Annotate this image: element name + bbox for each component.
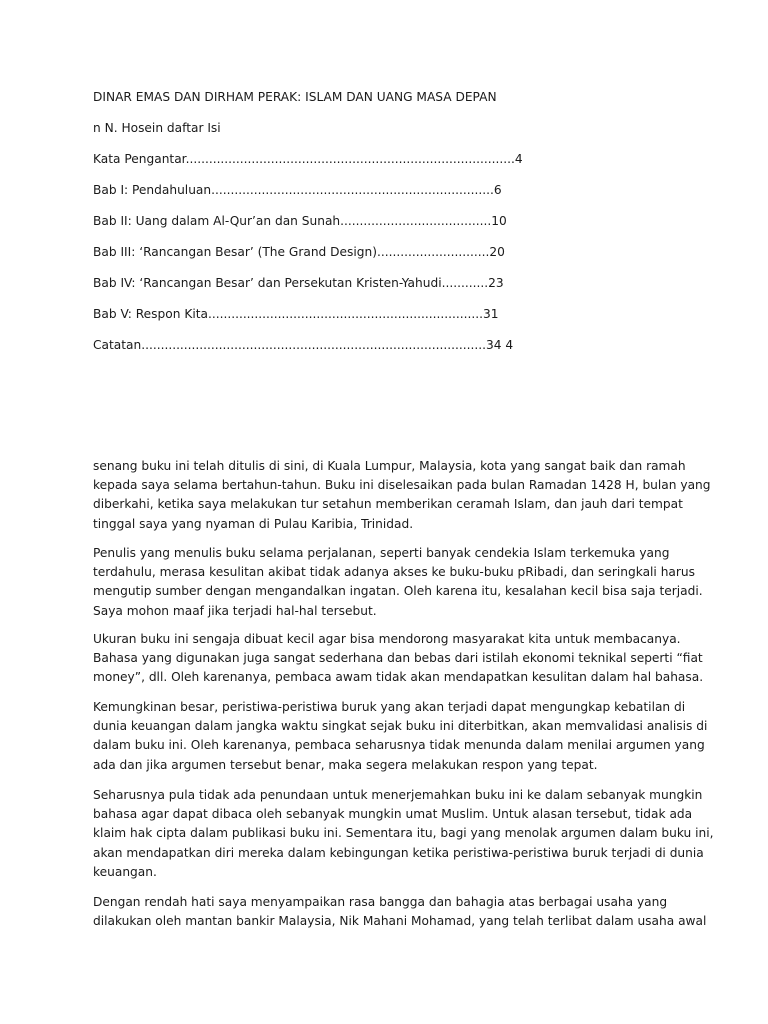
paragraph-line: keuangan. — [93, 864, 157, 879]
paragraph-line: dalam buku ini. Oleh karenanya, pembaca seharusnya tidak menunda dalam menilai argumen yang — [93, 738, 705, 753]
toc-entry-bab-5: Bab V: Respon Kita.......................................................................31 — [93, 307, 499, 321]
toc-entry-bab-1: Bab I: Pendahuluan.........................................................................6 — [93, 183, 502, 197]
paragraph-line: ada dan jika argumen tersebut benar, maka segera melakukan respon yang tepat. — [93, 757, 598, 772]
paragraph-line: dilakukan oleh mantan bankir Malaysia, Nik Mahani Mohamad, yang telah terlibat dalam usaha awal — [93, 914, 707, 929]
paragraph-1 — [93, 457, 711, 534]
toc-entry-catatan: Catatan.........................................................................................34 4 — [93, 338, 514, 352]
paragraph-line: Ukuran buku ini sengaja dibuat kecil agar bisa mendorong masyarakat kita untuk membacanya. — [93, 632, 681, 646]
document-title: DINAR EMAS DAN DIRHAM PERAK: ISLAM DAN UANG MASA DEPAN — [93, 90, 497, 104]
paragraph-line: money”, dll. Oleh karenanya, pembaca awam tidak akan mendapatkan kesulitan dalam hal bahasa. — [93, 670, 704, 685]
paragraph-2 — [93, 544, 703, 621]
paragraph-line: Bahasa yang digunakan juga sangat sederhana dan bebas dari istilah ekonomi teknikal seperti “fiat — [93, 651, 703, 666]
paragraph-line: akan mendapatkan diri mereka dalam kebingungan ketika peristiwa-peristiwa buruk terjadi di dunia — [93, 845, 704, 860]
paragraph-6 — [93, 893, 707, 931]
paragraph-line: Saya mohon maaf jika terjadi hal-hal tersebut. — [93, 603, 377, 618]
paragraph-3 — [93, 630, 704, 688]
toc-entry-kata-pengantar: Kata Pengantar.....................................................................................4 — [93, 152, 523, 166]
paragraph-line: Kemungkinan besar, peristiwa-peristiwa buruk yang akan terjadi dapat mengungkap kebatilan di — [93, 700, 686, 714]
paragraph-line: tinggal saya yang nyaman di Pulau Karibia, Trinidad. — [93, 516, 414, 531]
toc-entry-bab-4: Bab IV: ‘Rancangan Besar’ dan Persekutan Kristen-Yahudi............23 — [93, 276, 504, 290]
paragraph-4 — [93, 698, 708, 775]
paragraph-line: Penulis yang menulis buku selama perjalanan, seperti banyak cendekia Islam terkemuka yang — [93, 546, 670, 560]
paragraph-5 — [93, 786, 714, 882]
paragraph-line: kepada saya selama bertahun-tahun. Buku ini diselesaikan pada bulan Ramadan 1428 H, bulan yang — [93, 478, 711, 493]
paragraph-line: bahasa agar dapat dibaca oleh sebanyak mungkin umat Muslim. Untuk alasan tersebut, tidak ada — [93, 807, 693, 822]
paragraph-line: dunia keuangan dalam jangka waktu singkat sejak buku ini diterbitkan, akan memvalidasi analisis di — [93, 719, 708, 734]
paragraph-line: terdahulu, merasa kesulitan akibat tidak adanya akses ke buku-buku pRibadi, dan seringkali harus — [93, 565, 695, 580]
paragraph-line: mengutip sumber dengan mengandalkan ingatan. Oleh karena itu, kesalahan kecil bisa saja terjadi. — [93, 584, 703, 599]
paragraph-line: diberkahi, ketika saya melakukan tur setahun memberikan ceramah Islam, dan jauh dari tempat — [93, 497, 683, 512]
paragraph-line: klaim hak cipta dalam publikasi buku ini. Sementara itu, bagi yang menolak argumen dalam buku ini, — [93, 826, 714, 841]
paragraph-line: Dengan rendah hati saya menyampaikan rasa bangga dan bahagia atas berbagai usaha yang — [93, 895, 668, 909]
paragraph-line: senang buku ini telah ditulis di sini, di Kuala Lumpur, Malaysia, kota yang sangat baik dan ramah — [93, 459, 686, 473]
author-line: n N. Hosein daftar Isi — [93, 121, 221, 135]
toc-entry-bab-3: Bab III: ‘Rancangan Besar’ (The Grand Design).............................20 — [93, 245, 505, 259]
toc-entry-bab-2: Bab II: Uang dalam Al-Qur’an dan Sunah.......................................10 — [93, 214, 507, 228]
paragraph-line: Seharusnya pula tidak ada penundaan untuk menerjemahkan buku ini ke dalam sebanyak mungkin — [93, 788, 703, 802]
